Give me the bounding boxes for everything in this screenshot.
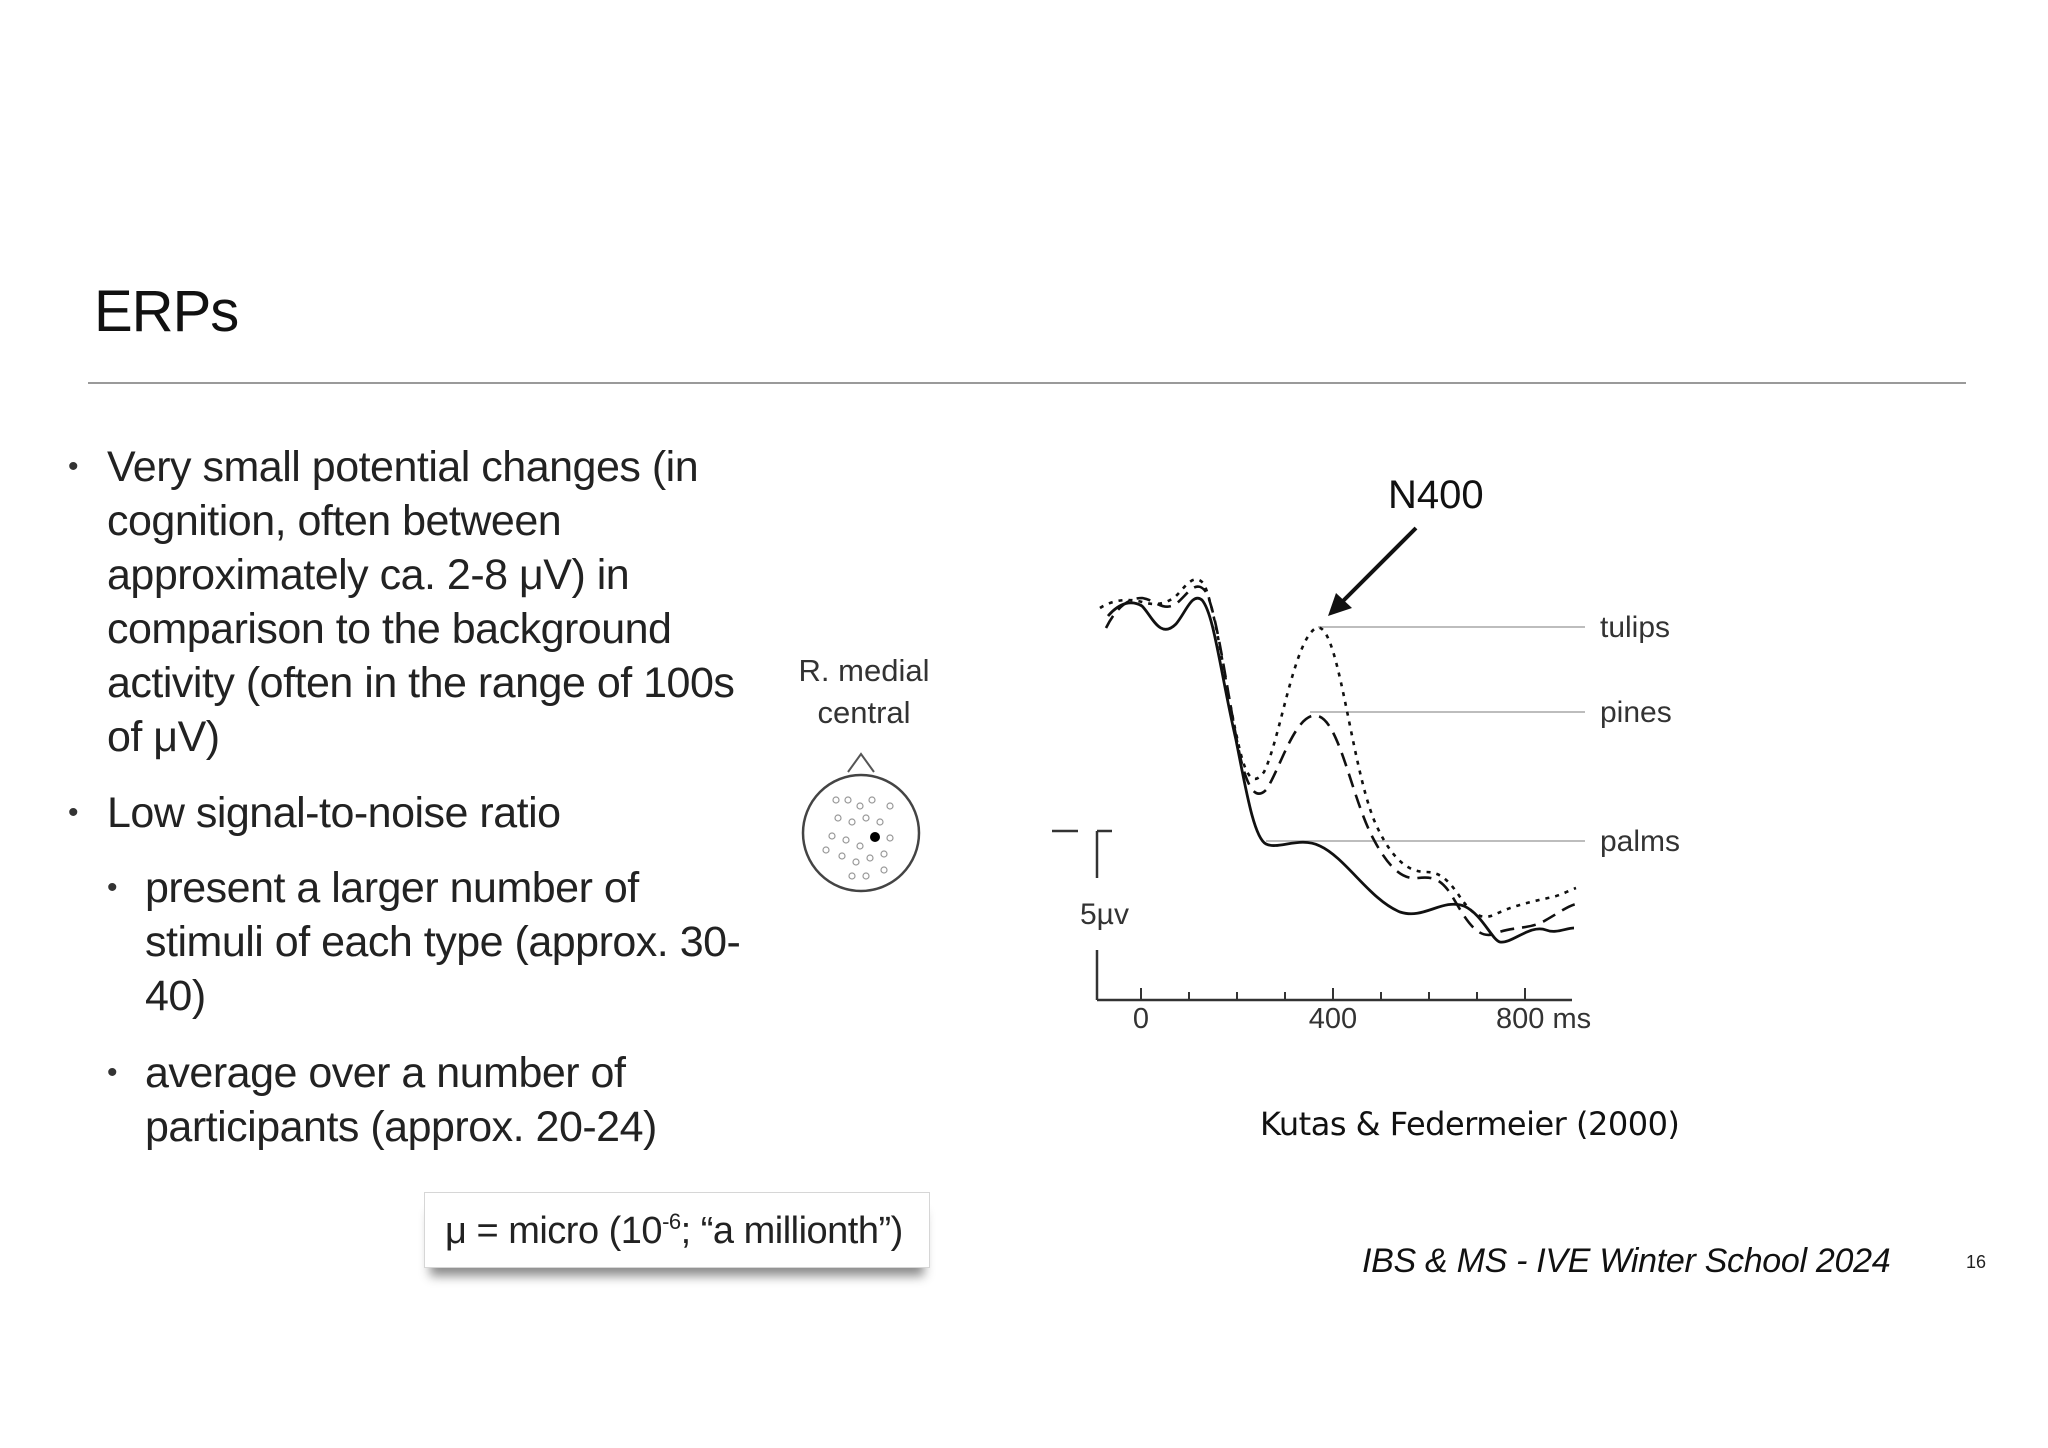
active-electrode xyxy=(870,832,880,842)
footer-text: IBS & MS - IVE Winter School 2024 xyxy=(1362,1242,1891,1280)
bullet-text: Low signal-to-noise ratio xyxy=(107,789,561,837)
waveform-tulips xyxy=(1100,579,1576,916)
micro-note-exponent: -6 xyxy=(662,1209,681,1234)
n400-label: N400 xyxy=(1388,473,1484,517)
condition-leader-lines xyxy=(1266,627,1585,841)
waveform-pines xyxy=(1106,587,1576,935)
electrode-label-line2: central xyxy=(817,695,911,730)
n400-arrow xyxy=(1328,528,1416,616)
electrode-label-line1: R. medial xyxy=(798,653,930,688)
bullet-text: Very small potential changes (in cognition, often between approximately ca. 2-8 μV) in comparison to the background activity (often in the range of 100s of μV) xyxy=(107,443,735,761)
waveform-palms xyxy=(1108,598,1574,942)
bullet-dot: • xyxy=(68,796,79,829)
scale-label: 5µv xyxy=(1080,898,1129,931)
bullet-dot: • xyxy=(68,450,79,483)
bullet-dot: • xyxy=(107,1056,118,1089)
bullet-dot: • xyxy=(107,871,118,904)
sub-bullet-text: present a larger number of stimuli of each type (approx. 30-40) xyxy=(145,864,741,1020)
x-tick-label: 0 xyxy=(1132,1003,1150,1035)
time-axis xyxy=(1097,988,1572,1000)
condition-label-palms: palms xyxy=(1600,825,1681,858)
figure-caption: Kutas & Federmeier (2000) xyxy=(1260,1105,1680,1143)
page-title: ERPs xyxy=(94,279,239,344)
condition-label-pines: pines xyxy=(1600,696,1672,729)
x-tick-label: 800 ms xyxy=(1496,1003,1592,1035)
x-tick-label: 400 xyxy=(1308,1003,1358,1035)
page-number: 16 xyxy=(1966,1252,1987,1272)
micro-note-after: ; “a millionth”) xyxy=(680,1210,903,1252)
condition-label-tulips: tulips xyxy=(1600,611,1671,644)
sub-bullet-text: average over a number of participants (approx. 20-24) xyxy=(145,1049,657,1151)
micro-note-before: μ = micro (10 xyxy=(445,1210,663,1252)
head-electrode-map-icon xyxy=(803,754,919,891)
